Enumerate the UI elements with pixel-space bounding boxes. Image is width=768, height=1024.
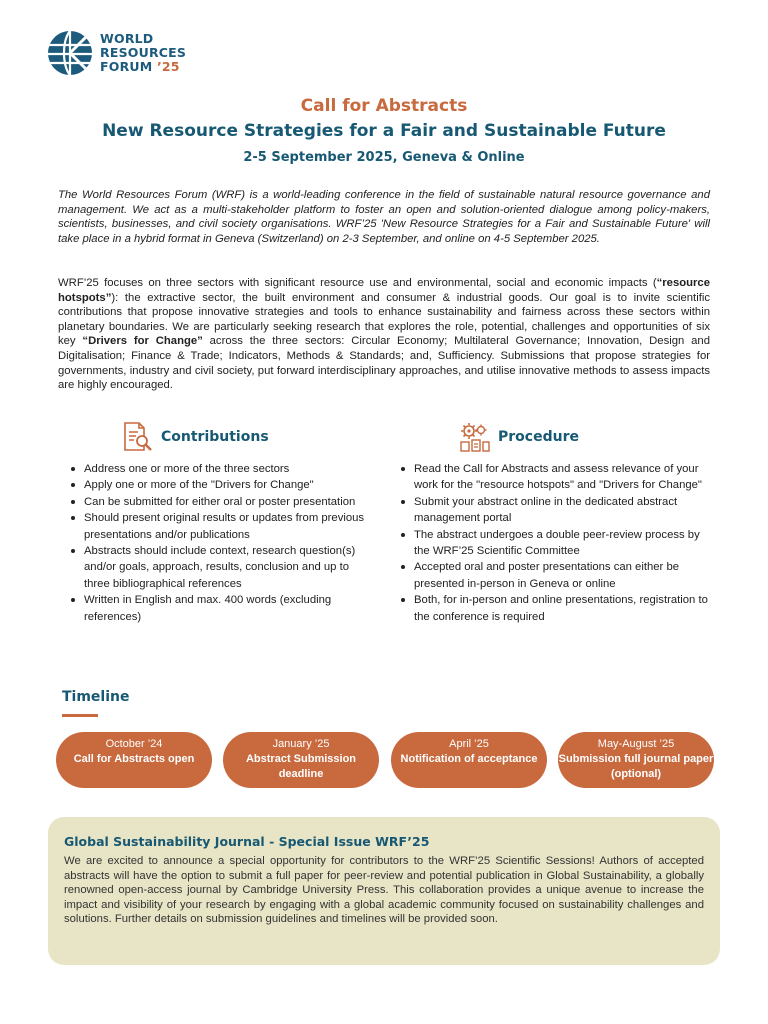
contributions-title: Contributions [161,429,269,445]
list-item: Written in English and max. 400 words (excluding references) [66,592,376,625]
timeline-event-label: Call for Abstracts open [73,753,195,765]
list-item: Both, for in-person and online presentations, registration to the conference is required [396,592,714,625]
timeline-event-label: Notification of acceptance [400,753,538,765]
timeline-event-label: Abstract Submission deadline [245,753,357,780]
gears-process-icon [458,420,492,454]
logo-forum: FORUM [100,59,153,74]
journal-special-issue-box [48,817,720,965]
list-item: Submit your abstract online in the dedicated abstract management portal [396,494,714,527]
list-item: The abstract undergoes a double peer-review process by the WRF’25 Scientific Committee [396,527,714,560]
contributions-list [66,461,376,625]
timeline-event-date: October ’24 [105,738,163,750]
timeline-title: Timeline [62,689,130,705]
document-search-icon [121,420,155,454]
list-item: Abstracts should include context, research question(s) and/or goals, approach, results, conclusion and up to three bibliographical references [66,543,376,592]
logo-year: ’25 [156,59,180,74]
focus-bold-drivers: “Drivers for Change” [82,335,203,348]
logo-line-2: RESOURCES [100,45,187,60]
focus-text-2: ): the extractive sector, the built environment and consumer & industrial goods. Our goal is to invite scientific contributions that propose innovative strategies and tools to enhance sustainability and fairness across these sectors within planetary boundaries. We are particularly seeking research that explores the role, potential, challenges and opportunities of six key [58,291,710,348]
list-item: Apply one or more of the "Drivers for Change" [66,477,376,493]
journal-body: We are excited to announce a special opportunity for contributors to the WRF’25 Scientific Sessions! Authors of accepted abstracts will have the option to submit a full paper for peer-review and potential publication in Global Sustainability, a globally renowned open-access journal by Cambridge University Press. This collaboration provides a unique avenue to increase the impact and visibility of your research by engaging with a global academic community focused on sustainability challenges and solutions. Further details on submission guidelines and timelines will be provided soon. [64,855,704,926]
timeline-event-label: Submission full journal paper (optional) [558,753,714,780]
procedure-title: Procedure [498,429,579,445]
intro-paragraph: The World Resources Forum (WRF) is a world-leading conference in the field of sustainable natural resource governance and management. We act as a multi-stakeholder platform to foster an open and solution-oriented dialogue among policy-makers, scientists, businesses, and civil society organisations. WRF’25 'New Resource Strategies for a Fair and Sustainable Future' will take place in a hybrid format in Geneva (Switzerland) on 2-3 September, and online on 4-5 September 2025. [58,189,710,245]
focus-text-3: across the three sectors: Circular Economy; Multilateral Governance; Innovation, Design and Digitalisation; Finance & Trade; Indicators, Methods & Standards; and, Sufficiency. Submissions that propose strategies for governments, industry and civil society, put forward interdisciplinary approaches, and utilise innovative methods to assess impacts are highly encouraged. [58,335,710,392]
timeline-event-notification [391,732,547,788]
timeline-event-date: May-August ’25 [597,738,675,750]
procedure-header [458,420,579,454]
focus-paragraph [58,276,710,393]
list-item: Accepted oral and poster presentations can either be presented in-person in Geneva or online [396,559,714,592]
logo-wordmark [100,32,186,74]
wrf-logo [47,30,186,76]
conference-title: New Resource Strategies for a Fair and Sustainable Future [102,121,666,141]
list-item: Should present original results or updates from previous presentations and/or publications [66,510,376,543]
journal-title: Global Sustainability Journal - Special Issue WRF’25 [64,834,430,849]
timeline-event-date: January ’25 [272,738,330,750]
procedure-list [396,461,714,625]
contributions-header [121,420,269,454]
list-item: Read the Call for Abstracts and assess relevance of your work for the "resource hotspots" and "Drivers for Change" [396,461,714,494]
focus-text-1: WRF’25 focuses on three sectors with significant resource use and environmental, social and economic impacts ( [58,277,657,289]
timeline-event-date: April ’25 [449,738,489,750]
wrf-globe-icon [47,30,93,76]
call-heading: Call for Abstracts [300,96,468,116]
timeline-event-full-paper [558,732,714,788]
focus-bold-hotspots: “resource hotspots” [58,277,710,304]
timeline-event-call-open [56,732,212,788]
list-item: Address one or more of the three sectors [66,461,376,477]
timeline-underline [62,714,98,717]
logo-line-3 [100,60,186,74]
list-item: Can be submitted for either oral or poster presentation [66,494,376,510]
conference-date: 2-5 September 2025, Geneva & Online [243,150,525,165]
timeline-event-submission-deadline [223,732,379,788]
logo-line-1: WORLD [100,31,154,46]
